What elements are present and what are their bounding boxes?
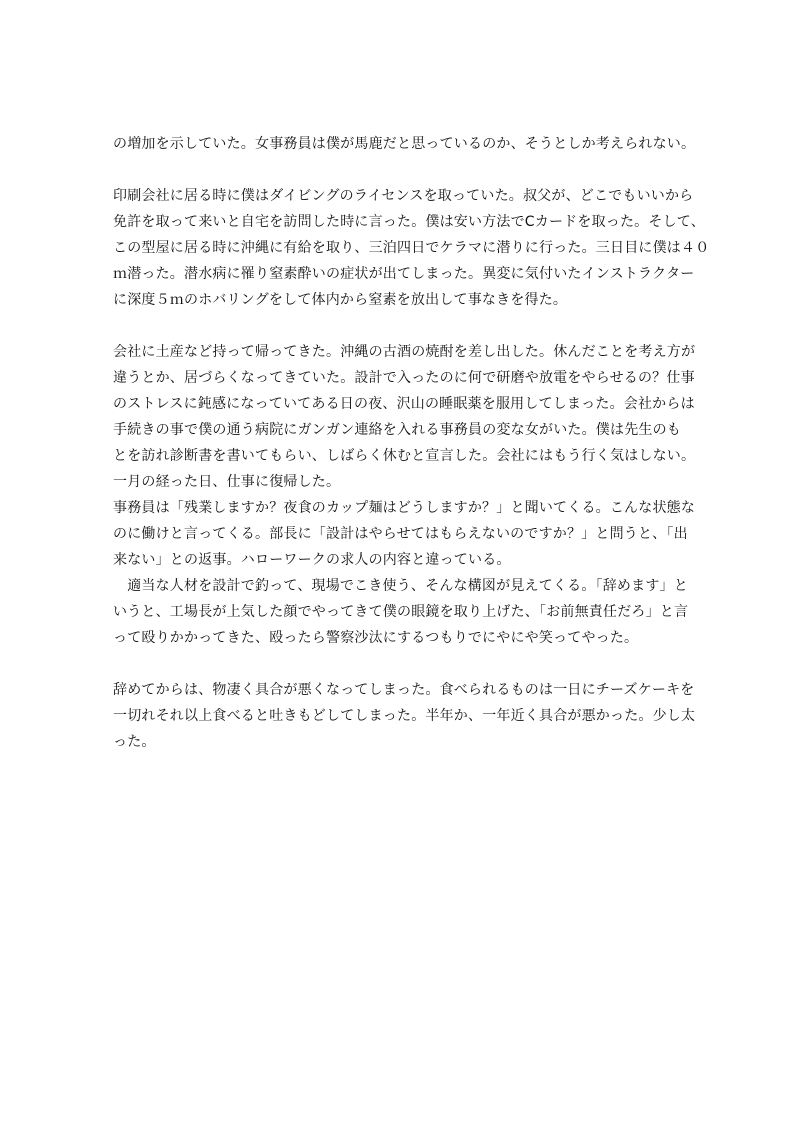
text-line: った。 <box>113 734 156 750</box>
text-line: って殴りかかってきた、殴ったら警察沙汰にするつもりでにやにや笑ってやった。 <box>113 630 639 646</box>
text-line: 適当な人材を設計で釣って、現場でこき使う、そんな構図が見えてくる。「辞めます」と <box>113 578 688 594</box>
text-line: ｍ潜った。潜水病に罹り窒素酔いの症状が出てしまった。異変に気付いたインストラクター <box>113 266 695 282</box>
text-line: いうと、工場長が上気した顔でやってきて僕の眼鏡を取り上げた、「お前無責任だろ」と言 <box>113 604 689 620</box>
text-line: 免許を取って来いと自宅を訪問した時に言った。僕は安い方法でCカードを取った。そして、 <box>113 214 705 230</box>
text-line: 印刷会社に居る時に僕はダイビングのライセンスを取っていた。叔父が、どこでもいいから <box>113 188 694 204</box>
paragraph-3 <box>113 339 698 651</box>
text-line: 会社に土産など持って帰ってきた。沖縄の古酒の焼酎を差し出した。休んだことを考え方が <box>113 344 696 360</box>
text-line: の増加を示していた。女事務員は僕が馬鹿だと思っているのか、そうとしか考えられない。 <box>113 136 696 152</box>
text-line: 違うとか、居づらくなってきていた。設計で入ったのに何で研磨や放電をやらせるの？仕事 <box>113 370 695 386</box>
paragraph-2 <box>113 183 710 313</box>
text-line: のに働けと言ってくる。部長に「設計はやらせてはもらえないのですか？」と問うと、「出 <box>113 526 688 542</box>
text-line: この型屋に居る時に沖縄に有給を取り、三泊四日でケラマに潜りに行った。三日目に僕は４０ <box>113 240 710 256</box>
text-line: 手続きの事で僕の通う病院にガンガン連絡を入れる事務員の変な女がいた。僕は先生のも <box>113 422 681 438</box>
text-line: 辞めてからは、物凄く具合が悪くなってしまった。食べられるものは一日にチーズケーキを <box>113 682 695 698</box>
text-line: 来ない」との返事。ハローワークの求人の内容と違っている。 <box>113 552 511 568</box>
document-body <box>113 131 710 755</box>
text-line: 一月の経った日、仕事に復帰した。 <box>113 474 341 490</box>
text-line: 事務員は「残業しますか？夜食のカップ麺はどうしますか？」と聞いてくる。こんな状態な <box>113 500 696 516</box>
text-line: に深度５ｍのホバリングをして体内から窒素を放出して事なきを得た。 <box>113 292 568 308</box>
text-line: 一切れそれ以上食べると吐きもどしてしまった。半年か、一年近く具合が悪かった。少し太 <box>113 708 696 724</box>
text-line: のストレスに鈍感になっていてある日の夜、沢山の睡眠薬を服用してしまった。会社からは <box>113 396 695 412</box>
text-line: とを訪れ診断書を書いてもらい、しばらく休むと宣言した。会社にはもう行く気はしない。 <box>113 448 696 464</box>
paragraph-1 <box>113 131 698 157</box>
paragraph-4 <box>113 677 698 755</box>
